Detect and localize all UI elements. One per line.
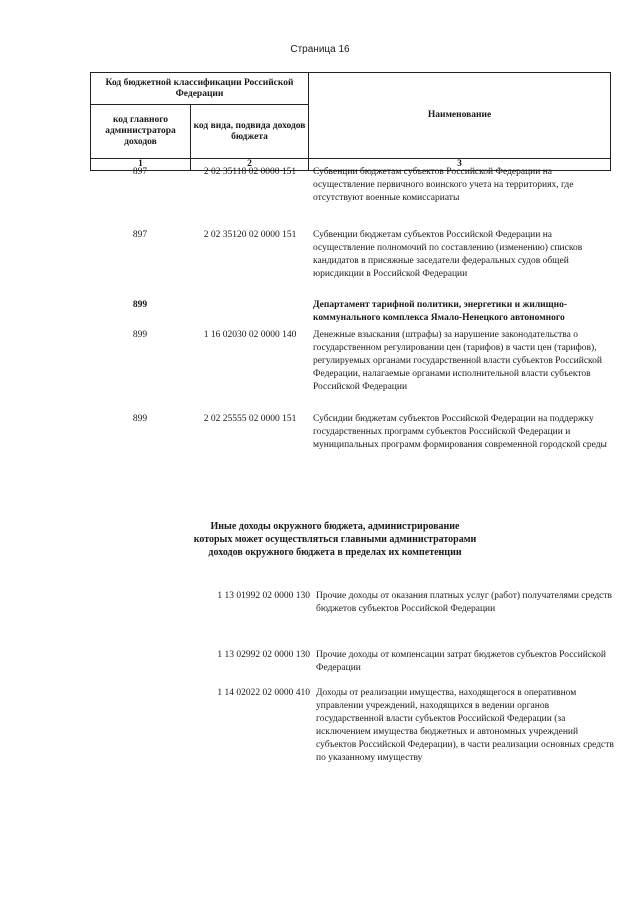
header-col-num-3: 3 xyxy=(309,159,611,171)
admin-code: 899 xyxy=(132,414,148,424)
income-code: 2 02 35120 02 0000 151 xyxy=(203,230,297,240)
section-heading: Иные доходы окружного бюджета, администрирование которых может осуществляться главными администраторами доходов окружного бюджета в пределах их компетенции xyxy=(193,521,477,558)
income-code: 1 14 02022 02 0000 410 xyxy=(217,688,310,698)
admin-code: 897 xyxy=(132,167,148,177)
income-name: Субсидии бюджетам субъектов Российской Федерации на поддержку государственных программ субъектов Российской Федерации и муниципальных программ формирования современной городской среды xyxy=(313,414,607,450)
income-code: 1 13 01992 02 0000 130 xyxy=(217,591,310,601)
income-code: 1 16 02030 02 0000 140 xyxy=(203,330,297,340)
header-name-column: Наименование xyxy=(309,73,611,159)
income-name: Доходы от реализации имущества, находящегося в оперативном управлении учреждений, находящихся в ведении органов государственной власти субъектов Российской Федерации (за исключением имущества бюджетных и автономных учреждений субъектов Российской Федерации), в части реализации основных средств по указанному имуществу xyxy=(316,688,614,763)
admin-code: 897 xyxy=(132,230,148,240)
income-name: Субвенции бюджетам субъектов Российской Федерации на осуществление полномочий по составлению (изменению) списков кандидатов в присяжные заседатели федеральных судов общей юрисдикции в Российской Федерации xyxy=(313,230,583,279)
header-income-code-column: код вида, подвида доходов бюджета xyxy=(191,105,309,159)
income-name: Прочие доходы от компенсации затрат бюджетов субъектов Российской Федерации xyxy=(316,650,606,673)
header-group-title: Код бюджетной классификации Российской Федерации xyxy=(91,73,309,105)
table-header xyxy=(90,72,611,171)
income-name: Прочие доходы от оказания платных услуг (работ) получателями средств бюджетов субъектов Российской Федерации xyxy=(316,591,613,614)
admin-code: 899 xyxy=(132,300,148,310)
income-code: 1 13 02992 02 0000 130 xyxy=(217,650,310,660)
income-name: Субвенции бюджетам субъектов Российской Федерации на осуществление первичного воинского учета на территориях, где отсутствуют военные комиссариаты xyxy=(313,167,574,203)
header-col-num-2: 2 xyxy=(191,159,309,171)
income-code: 2 02 25555 02 0000 151 xyxy=(203,414,297,424)
page-number-label: Страница 16 xyxy=(290,44,350,55)
department-name: Департамент тарифной политики, энергетики и жилищно-коммунального комплекса Ямало-Ненецкого автономного xyxy=(313,300,568,323)
header-admin-code-column: код главного администратора доходов xyxy=(91,105,191,159)
header-col-num-1: 1 xyxy=(91,159,191,171)
admin-code: 899 xyxy=(132,330,148,340)
income-name: Денежные взыскания (штрафы) за нарушение законодательства о государственном регулировании цен (тарифов) в части цен (тарифов), регулируемых органами государственной власти субъектов Российской Федерации, налагаемые органами исполнительной власти субъектов Российской Федерации xyxy=(313,330,603,392)
income-code: 2 02 35118 02 0000 151 xyxy=(203,167,297,177)
